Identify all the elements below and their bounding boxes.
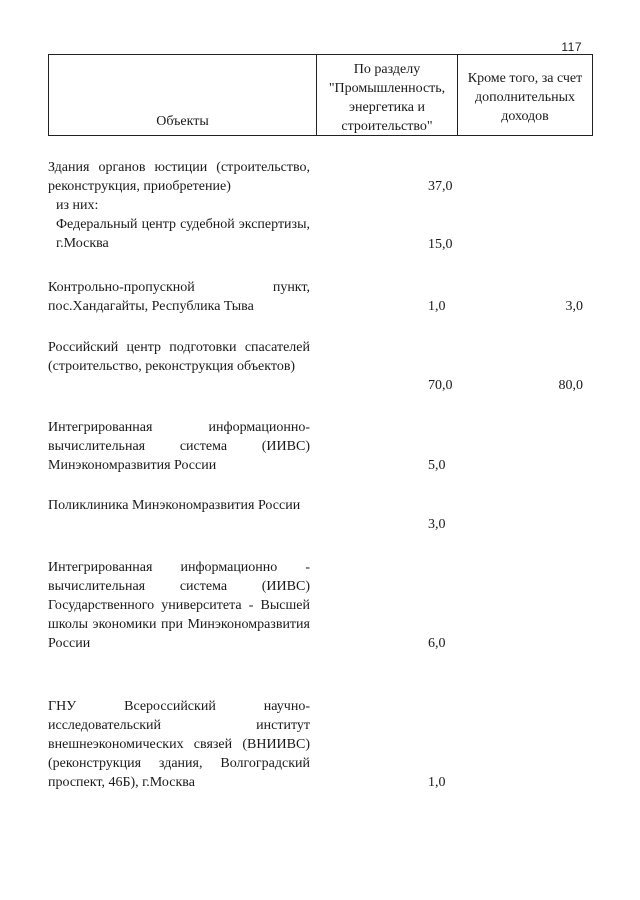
entry-description <box>48 496 310 515</box>
table-header <box>48 54 593 136</box>
entry-value: 6,0 <box>428 636 446 651</box>
entry-description <box>48 158 310 253</box>
entry-polyclinic <box>48 496 593 532</box>
entry-text: Поликлиника Минэкономразвития России <box>48 498 301 513</box>
entry-value: 1,0 <box>428 299 446 314</box>
entry-rescue-center <box>48 338 593 393</box>
entry-text: Контрольно-пропускной пункт, пос.Хандагайты, Республика Тыва <box>48 280 310 314</box>
sub-label: из них: <box>56 198 99 213</box>
entry-justice-buildings <box>48 158 593 253</box>
entry-description <box>48 338 310 376</box>
entry-checkpoint <box>48 278 593 316</box>
entry-value: 1,0 <box>428 775 446 790</box>
entry-description <box>48 558 310 653</box>
header-additional: Кроме того, за счет дополнительных доходов <box>467 71 583 124</box>
entry-text: Интегрированная информационно-вычислительная система (ИИВС) Минэкономразвития России <box>48 420 310 473</box>
entry-value: 37,0 <box>428 179 453 194</box>
entry-description <box>48 278 310 316</box>
entry-text: Российский центр подготовки спасателей (строительство, реконструкция объектов) <box>48 340 310 374</box>
sub-value: 15,0 <box>428 237 453 252</box>
header-objects: Объекты <box>156 114 209 129</box>
entry-extra-value: 3,0 <box>565 299 583 314</box>
page-number: 117 <box>561 40 582 54</box>
entry-value: 5,0 <box>428 458 446 473</box>
entry-extra-value: 80,0 <box>558 378 583 393</box>
entry-description <box>48 418 310 475</box>
entry-description <box>48 697 310 792</box>
header-objects-cell <box>49 55 317 135</box>
entry-vniivs <box>48 697 593 792</box>
entry-value: 3,0 <box>428 517 446 532</box>
header-section: По разделу "Промышленность, энергетика и строительство" <box>317 55 458 135</box>
entry-value: 70,0 <box>428 378 453 393</box>
entry-text: Здания органов юстиции (строительство, реконструкция, приобретение) <box>48 160 310 194</box>
entry-text: Интегрированная информационно - вычислительная система (ИИВС) Государственного университета - Высшей школы экономики при Минэкономразвития России <box>48 560 310 651</box>
entry-text: ГНУ Всероссийский научно-исследовательский институт внешнеэкономических связей (ВНИИВС)(реконструкция здания, Волгоградский проспект, 46Б), г.Москва <box>48 699 310 790</box>
entry-iivs-ministry <box>48 418 593 475</box>
entry-iivs-hse <box>48 558 593 653</box>
sub-text: Федеральный центр судебной экспертизы, г.Москва <box>56 217 310 251</box>
